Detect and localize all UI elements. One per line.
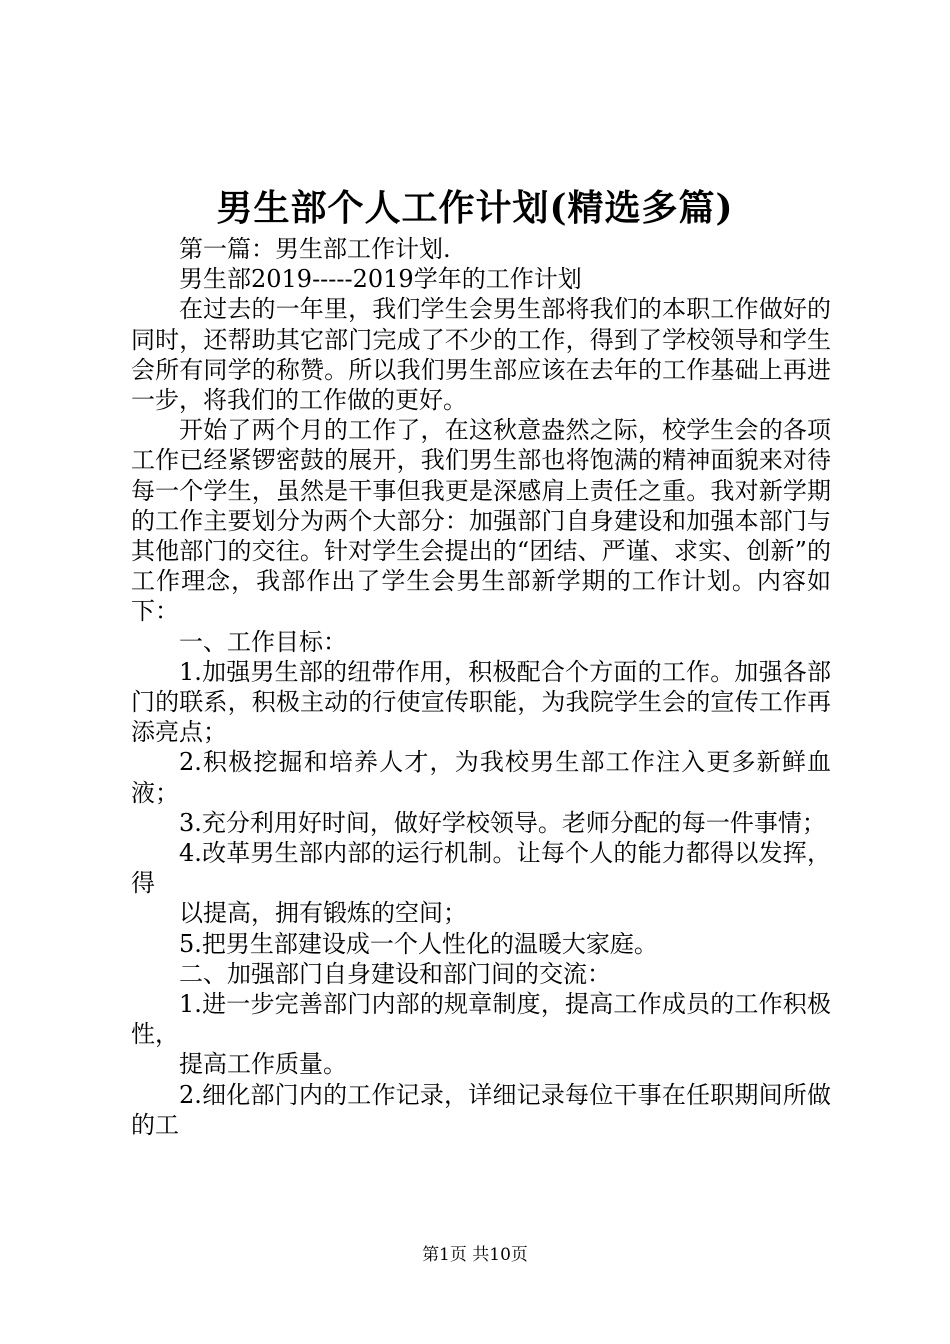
paragraph: 1.加强男生部的纽带作用，积极配合个方面的工作。加强各部门的联系，积极主动的行使宣传职能，为我院学生会的宣传工作再添亮点； [131,657,831,747]
paragraph: 1.进一步完善部门内部的规章制度，提高工作成员的工作积极性， [131,990,831,1049]
paragraph: 2.细化部门内的工作记录，详细记录每位干事在任职期间所做的工 [131,1080,831,1139]
paragraph: 开始了两个月的工作了，在这秋意盎然之际，校学生会的各项工作已经紧锣密鼓的展开，我们男生部也将饱满的精神面貌来对待每一个学生，虽然是干事但我更是深感肩上责任之重。我对新学期的工作主要划分为两个大部分：加强部门自身建设和加强本部门与其他部门的交往。针对学生会提出的“团结、严谨、求实、创新”的工作理念，我部作出了学生会男生部新学期的工作计划。内容如下： [131,416,831,626]
paragraph: 2.积极挖掘和培养人才，为我校男生部工作注入更多新鲜血液； [131,748,831,807]
paragraph: 男生部2019-----2019学年的工作计划 [179,265,582,294]
document-body [131,234,831,1140]
paragraph: 4.改革男生部内部的运行机制。让每个人的能力都得以发挥，得 [131,839,831,898]
paragraph: 在过去的一年里，我们学生会男生部将我们的本职工作做好的同时，还帮助其它部门完成了不少的工作，得到了学校领导和学生会所有同学的称赞。所以我们男生部应该在去年的工作基础上再进一步，将我们的工作做的更好。 [131,295,831,415]
paragraph: 5.把男生部建设成一个人性化的温暖大家庭。 [179,929,658,958]
paragraph: 一、工作目标： [179,627,347,656]
page-footer: 第1页 共10页 [422,1245,528,1265]
paragraph: 提高工作质量。 [179,1050,347,1079]
paragraph: 以提高，拥有锻炼的空间； [179,899,467,928]
document-title: 男生部个人工作计划(精选多篇) [216,187,734,229]
paragraph: 第一篇：男生部工作计划. [179,235,451,263]
paragraph: 二、加强部门自身建设和部门间的交流： [179,959,611,988]
paragraph: 3.充分利用好时间，做好学校领导。老师分配的每一件事情； [179,808,826,837]
